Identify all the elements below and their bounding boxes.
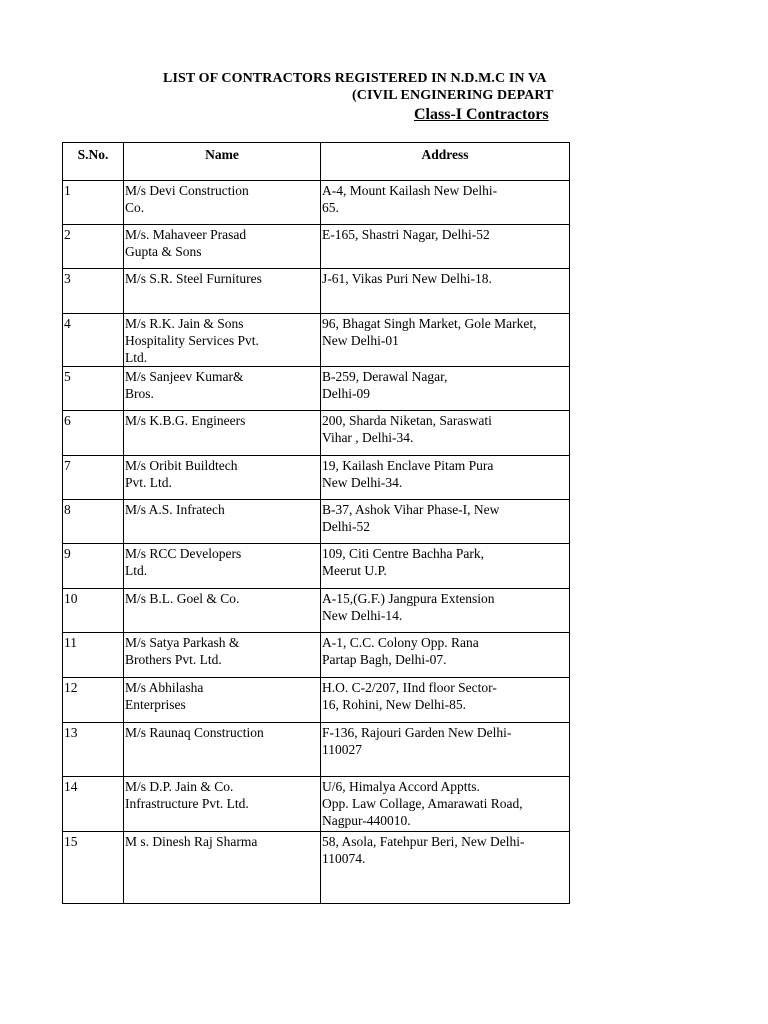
table-row xyxy=(63,269,570,314)
row-address: B-37, Ashok Vihar Phase-I, New Delhi-52 xyxy=(321,500,570,544)
row-address: F-136, Rajouri Garden New Delhi- 110027 xyxy=(321,723,570,777)
row-sno: 10 xyxy=(63,589,124,633)
row-sno: 7 xyxy=(63,456,124,500)
row-sno: 4 xyxy=(63,314,124,367)
row-address: J-61, Vikas Puri New Delhi-18. xyxy=(321,269,570,314)
table-row xyxy=(63,314,570,367)
header-name: Name xyxy=(124,143,321,181)
row-name: M s. Dinesh Raj Sharma xyxy=(124,832,321,904)
table-header-row xyxy=(63,143,570,181)
row-name: M/s Oribit Buildtech Pvt. Ltd. xyxy=(124,456,321,500)
header-address: Address xyxy=(321,143,570,181)
row-name: M/s Sanjeev Kumar& Bros. xyxy=(124,367,321,411)
row-sno: 2 xyxy=(63,225,124,269)
row-sno: 1 xyxy=(63,181,124,225)
row-sno: 11 xyxy=(63,633,124,678)
table-row xyxy=(63,367,570,411)
row-address: 96, Bhagat Singh Market, Gole Market, New Delhi-01 xyxy=(321,314,570,367)
table-row xyxy=(63,633,570,678)
row-name: M/s A.S. Infratech xyxy=(124,500,321,544)
row-sno: 5 xyxy=(63,367,124,411)
row-name: M/s RCC Developers Ltd. xyxy=(124,544,321,589)
row-address: U/6, Himalya Accord Apptts. Opp. Law Collage, Amarawati Road, Nagpur-440010. xyxy=(321,777,570,832)
table-row xyxy=(63,777,570,832)
row-name: M/s D.P. Jain & Co. Infrastructure Pvt. Ltd. xyxy=(124,777,321,832)
row-address: 109, Citi Centre Bachha Park, Meerut U.P. xyxy=(321,544,570,589)
row-name: M/s Raunaq Construction xyxy=(124,723,321,777)
table-row xyxy=(63,225,570,269)
row-name: M/s Devi Construction Co. xyxy=(124,181,321,225)
document-department: (CIVIL ENGINERING DEPART xyxy=(352,88,554,103)
row-name: M/s Satya Parkash & Brothers Pvt. Ltd. xyxy=(124,633,321,678)
row-name: M/s S.R. Steel Furnitures xyxy=(124,269,321,314)
row-address: 19, Kailash Enclave Pitam Pura New Delhi-34. xyxy=(321,456,570,500)
row-address: A-15,(G.F.) Jangpura Extension New Delhi-14. xyxy=(321,589,570,633)
row-address: 200, Sharda Niketan, Saraswati Vihar , Delhi-34. xyxy=(321,411,570,456)
contractors-table xyxy=(62,142,570,904)
row-address: H.O. C-2/207, IInd floor Sector- 16, Rohini, New Delhi-85. xyxy=(321,678,570,723)
row-sno: 3 xyxy=(63,269,124,314)
header-sno: S.No. xyxy=(63,143,124,181)
row-name: M/s R.K. Jain & Sons Hospitality Services Pvt. Ltd. xyxy=(124,314,321,367)
row-name: M/s. Mahaveer Prasad Gupta & Sons xyxy=(124,225,321,269)
table-row xyxy=(63,544,570,589)
row-address: 58, Asola, Fatehpur Beri, New Delhi- 110074. xyxy=(321,832,570,904)
row-address: B-259, Derawal Nagar, Delhi-09 xyxy=(321,367,570,411)
row-sno: 8 xyxy=(63,500,124,544)
table-row xyxy=(63,832,570,904)
document-title: LIST OF CONTRACTORS REGISTERED IN N.D.M.C IN VA xyxy=(163,71,547,86)
row-name: M/s Abhilasha Enterprises xyxy=(124,678,321,723)
table-row xyxy=(63,411,570,456)
row-name: M/s B.L. Goel & Co. xyxy=(124,589,321,633)
table-row xyxy=(63,456,570,500)
table-row xyxy=(63,723,570,777)
table-row xyxy=(63,589,570,633)
table-row xyxy=(63,500,570,544)
row-sno: 14 xyxy=(63,777,124,832)
table-row xyxy=(63,678,570,723)
row-sno: 12 xyxy=(63,678,124,723)
row-sno: 6 xyxy=(63,411,124,456)
row-sno: 9 xyxy=(63,544,124,589)
row-name: M/s K.B.G. Engineers xyxy=(124,411,321,456)
document-subtitle: Class-I Contractors xyxy=(414,106,549,123)
row-address: E-165, Shastri Nagar, Delhi-52 xyxy=(321,225,570,269)
row-sno: 13 xyxy=(63,723,124,777)
row-sno: 15 xyxy=(63,832,124,904)
row-address: A-4, Mount Kailash New Delhi- 65. xyxy=(321,181,570,225)
row-address: A-1, C.C. Colony Opp. Rana Partap Bagh, Delhi-07. xyxy=(321,633,570,678)
table-row xyxy=(63,181,570,225)
